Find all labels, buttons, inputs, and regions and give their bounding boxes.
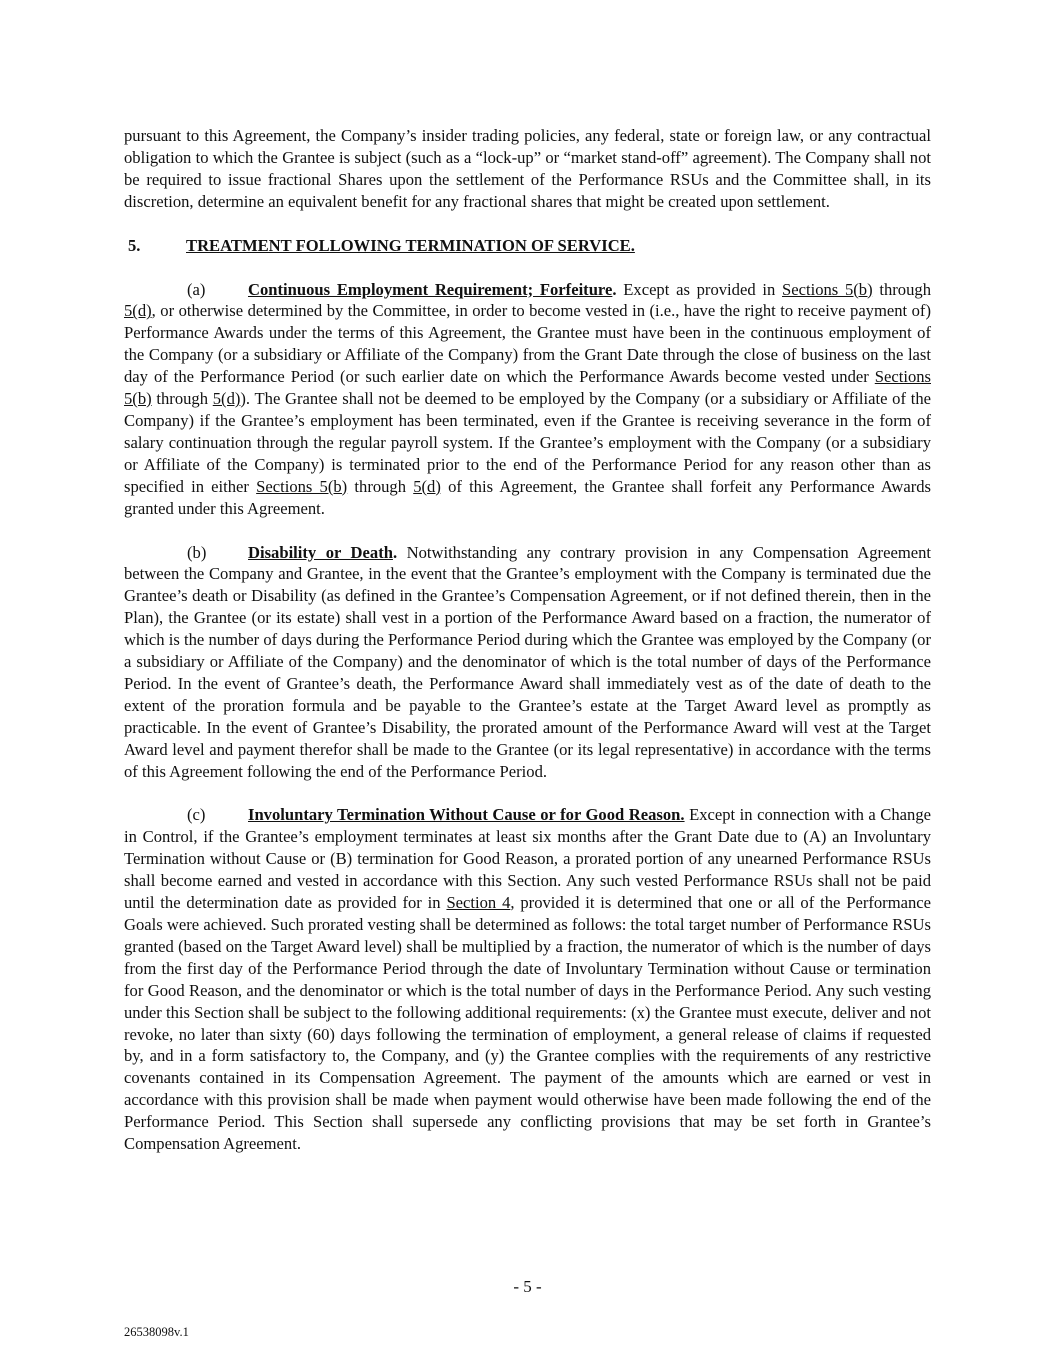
ref-sections-5b: Sections 5(b): [124, 367, 931, 409]
paragraph-a-text-1: Except as provided in: [616, 279, 783, 299]
section-number: 5.: [128, 235, 141, 255]
paragraph-a-text-5: ). The Grantee shall not be deemed to be employed by the Company (or a subsidiary or Affiliate of the Company) if the Grantee’s employment has been terminated, even if the Grantee is receiving severance in the form of salary continuation through the regular payroll system. If the Grantee’s employment with the Company (or a subsidiary or Affiliate of the Company) is terminated prior to the end of the Performance Period for any reason other than as specified in either: [124, 389, 932, 496]
ref-5d: 5(d): [413, 476, 441, 496]
section-5-heading: [124, 235, 931, 257]
paragraph-a-title-end: .: [612, 279, 617, 299]
paragraph-b-title: Disability or Death: [248, 542, 393, 562]
spacer: [124, 257, 931, 279]
ref-section-4: Section 4: [446, 893, 511, 913]
ref-5d: 5(d): [124, 301, 152, 321]
paragraph-a-label: (a): [187, 279, 206, 299]
paragraph-a-title: Continuous Employment Requirement; Forfeiture: [248, 279, 613, 299]
paragraph-c-label: (c): [187, 805, 206, 825]
paragraph-c: [124, 804, 931, 1155]
paragraph-c-text-1: Except in connection with a Change in Control, if the Grantee’s employment terminates at least six months after the Grant Date due to (A) an Involuntary Termination without Cause or (B) termination for Good Reason, a prorated portion of any unearned Performance RSUs shall become earned and vested in accordance with this Section. Any such vested Performance RSUs shall not be paid until the determination date as provided for in: [124, 805, 931, 913]
ref-sections-5b: Sections 5(b): [256, 476, 348, 496]
intro-paragraph: pursuant to this Agreement, the Company’s insider trading policies, any federal, state or foreign law, or any contractual obligation to which the Grantee is subject (such as a “lock-up” or “market stand-off” agreement). The Company shall not be required to issue fractional Shares upon the settlement of the Performance RSUs and the Committee shall, in its discretion, determine an equivalent benefit for any fractional shares that might be created upon settlement.: [124, 126, 931, 211]
spacer: [124, 520, 931, 542]
page-number: - 5 -: [513, 1277, 542, 1296]
paragraph-b-text: Notwithstanding any contrary provision in any Compensation Agreement between the Company and Grantee, in the event that the Grantee’s employment with the Company is terminated due the Grantee’s death or Disability (as defined in the Grantee’s Compensation Agreement, or if not defined therein, then in the Plan), the Grantee (or its estate) shall vest in a portion of the Performance Award based on a fraction, the numerator of which is the number of days during the Performance Period during which the Grantee was employed by the Company (or a subsidiary or Affiliate of the Company) and the denominator of which is the total number of days of the Performance Period. In the event of Grantee’s death, the Performance Award shall immediately vest as of the date of death to the extent of the proration formula and be payable to the Grantee’s estate at the Target Award level as promptly as practicable. In the event of Grantee’s Disability, the prorated amount of the Performance Award will vest at the Target Award level and payment therefor shall be made to the Grantee (or its legal representative) in accordance with the terms of this Agreement following the end of the Performance Period.: [124, 542, 931, 781]
spacer: [124, 213, 931, 235]
spacer: [124, 782, 931, 804]
document-id: 26538098v.1: [124, 1325, 189, 1339]
section-title: TREATMENT FOLLOWING TERMINATION OF SERVICE.: [186, 235, 635, 255]
document-page: [124, 125, 931, 1155]
paragraph-a-text-6: through: [347, 476, 414, 496]
paragraph-a-text-2: through: [872, 279, 931, 299]
paragraph-a-text-4: through: [151, 389, 213, 409]
paragraph-b-title-end: .: [392, 542, 398, 562]
ref-5d: 5(d): [212, 389, 241, 409]
paragraph-b: [124, 542, 931, 783]
paragraph-c-title: Involuntary Termination Without Cause or for Good Reason.: [248, 805, 685, 825]
paragraph-a: [124, 279, 931, 520]
paragraph-b-label: (b): [187, 542, 207, 562]
ref-sections-5b: Sections 5(b): [782, 279, 873, 299]
paragraph-a-text-7: of this Agreement, the Grantee shall forfeit any Performance Awards granted under this Agreement.: [124, 476, 931, 518]
paragraph-a-text-3: , or otherwise determined by the Committee, in order to become vested in (i.e., have the right to receive payment of) Performance Awards under the terms of this Agreement, the Grantee must have been in the continuous employment of the Company (or a subsidiary or Affiliate of the Company) from the Grant Date through the close of business on the last day of the Performance Period (or such earlier date on which the Performance Awards become vested under: [124, 301, 931, 387]
paragraph-c-text-2: , provided it is determined that one or all of the Performance Goals were achieved. Such prorated vesting shall be determined as follows: the total target number of Performance RSUs granted (based on the Target Award level) shall be multiplied by a fraction, the numerator of which is the number of days from the first day of the Performance Period through the date of Involuntary Termination without Cause or termination for Good Reason, and the denominator or which is the total number of days in the Performance Period. Any such vesting under this Section shall be subject to the following additional requirements: (x) the Grantee must execute, deliver and not revoke, no later than sixty (60) days following the termination of employment, a general release of claims if requested by, and in a form satisfactory to, the Company, and (y) the Grantee complies with the requirements of any restrictive covenants contained in its Compensation Agreement. The payment of the amounts which are earned or vest in accordance with this provision shall be made when payment would otherwise have been made following the end of the Performance Period. This Section shall supersede any conflicting provisions that may be set forth in Grantee’s Compensation Agreement.: [124, 893, 932, 1154]
